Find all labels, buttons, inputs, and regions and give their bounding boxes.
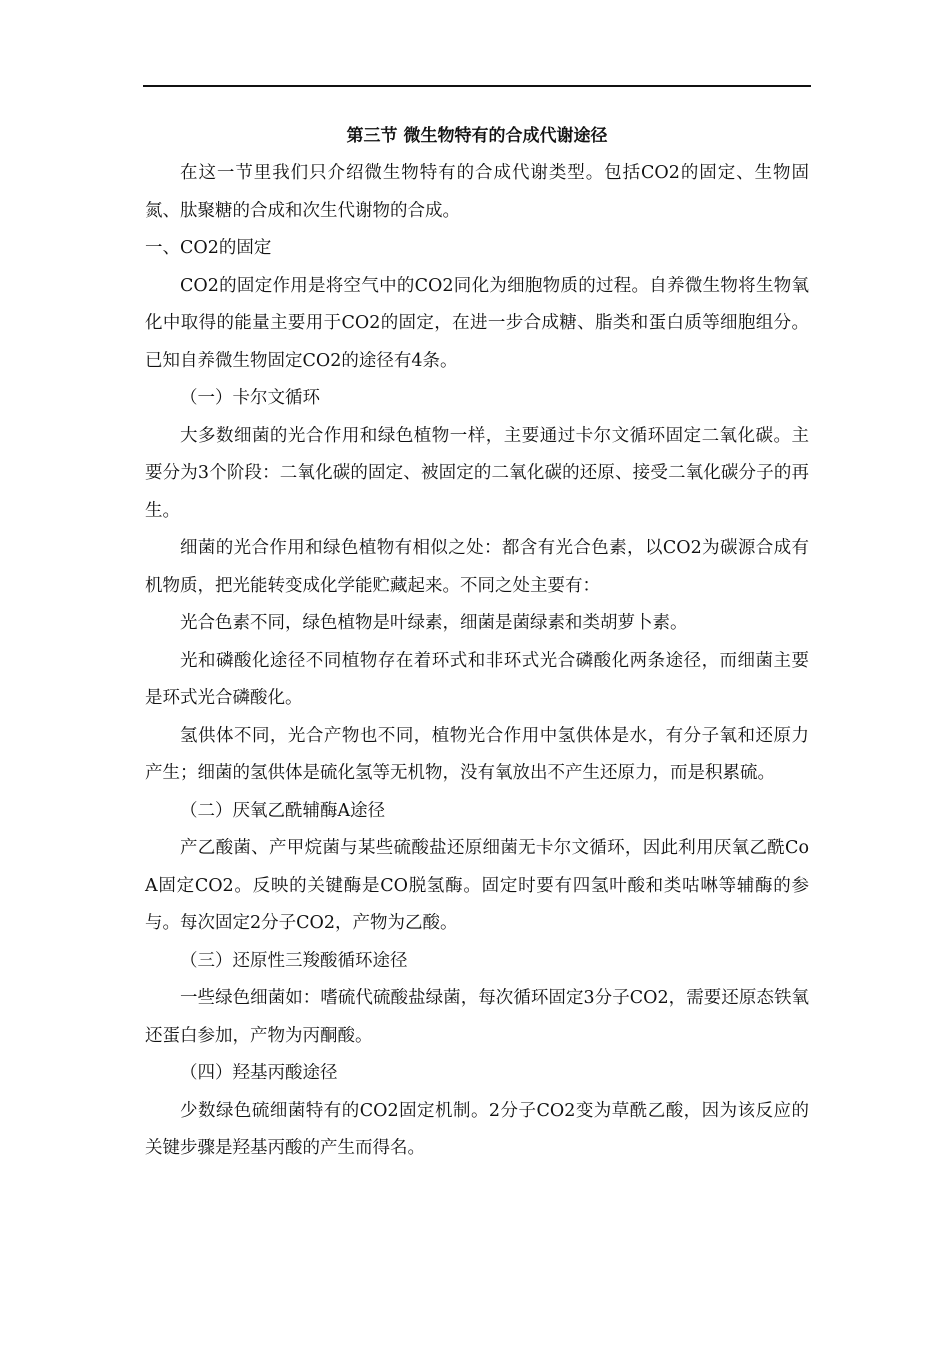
anaerobic-acetyl-coa-paragraph: 产乙酸菌、产甲烷菌与某些硫酸盐还原细菌无卡尔文循环，因此利用厌氧乙酰CoA固定CO2。反映的关键酶是CO脱氢酶。固定时要有四氢叶酸和类咕啉等辅酶的参与。每次固定2分子CO2，产物为乙酸。 xyxy=(145,838,809,933)
reductive-tca-paragraph: 一些绿色细菌如：嗜硫代硫酸盐绿菌，每次循环固定3分子CO2，需要还原态铁氧还蛋白参加，产物为丙酮酸。 xyxy=(145,988,809,1046)
subheading-hydroxypropionate: （四）羟基丙酸途径 xyxy=(180,1063,338,1083)
calvin-cycle-paragraph: 大多数细菌的光合作用和绿色植物一样，主要通过卡尔文循环固定二氧化碳。主要分为3个阶段：二氧化碳的固定、被固定的二氧化碳的还原、接受二氧化碳分子的再生。 xyxy=(145,425,809,521)
document-body xyxy=(145,118,809,1168)
subheading-calvin-cycle: （一）卡尔文循环 xyxy=(180,388,320,408)
heading-co2-fixation: 一、CO2的固定 xyxy=(145,238,272,258)
subheading-anaerobic-acetyl-coa: （二）厌氧乙酰辅酶A途径 xyxy=(180,800,386,821)
intro-paragraph: 在这一节里我们只介绍微生物特有的合成代谢类型。包括CO2的固定、生物固氮、肽聚糖的合成和次生代谢物的合成。 xyxy=(145,163,809,221)
header-rule xyxy=(143,85,811,87)
pigment-difference-paragraph: 光合色素不同，绿色植物是叶绿素，细菌是菌绿素和类胡萝卜素。 xyxy=(180,613,688,633)
hydrogen-donor-paragraph: 氢供体不同，光合产物也不同，植物光合作用中氢供体是水，有分子氧和还原力产生；细菌的氢供体是硫化氢等无机物，没有氧放出不产生还原力，而是积累硫。 xyxy=(145,725,809,783)
co2-fixation-paragraph: CO2的固定作用是将空气中的CO2同化为细胞物质的过程。自养微生物将生物氧化中取得的能量主要用于CO2的固定，在进一步合成糖、脂类和蛋白质等细胞组分。已知自养微生物固定CO2的途径有4条。 xyxy=(145,275,809,371)
section-title: 第三节 微生物特有的合成代谢途径 xyxy=(346,126,608,146)
bacterial-photosynthesis-paragraph: 细菌的光合作用和绿色植物有相似之处：都含有光合色素，以CO2为碳源合成有机物质，把光能转变成化学能贮藏起来。不同之处主要有： xyxy=(145,538,809,596)
hydroxypropionate-paragraph: 少数绿色硫细菌特有的CO2固定机制。2分子CO2变为草酰乙酸，因为该反应的关键步骤是羟基丙酸的产生而得名。 xyxy=(145,1100,809,1158)
subheading-reductive-tca: （三）还原性三羧酸循环途径 xyxy=(180,950,408,971)
phosphorylation-difference-paragraph: 光和磷酸化途径不同植物存在着环式和非环式光合磷酸化两条途径，而细菌主要是环式光合磷酸化。 xyxy=(145,650,809,708)
